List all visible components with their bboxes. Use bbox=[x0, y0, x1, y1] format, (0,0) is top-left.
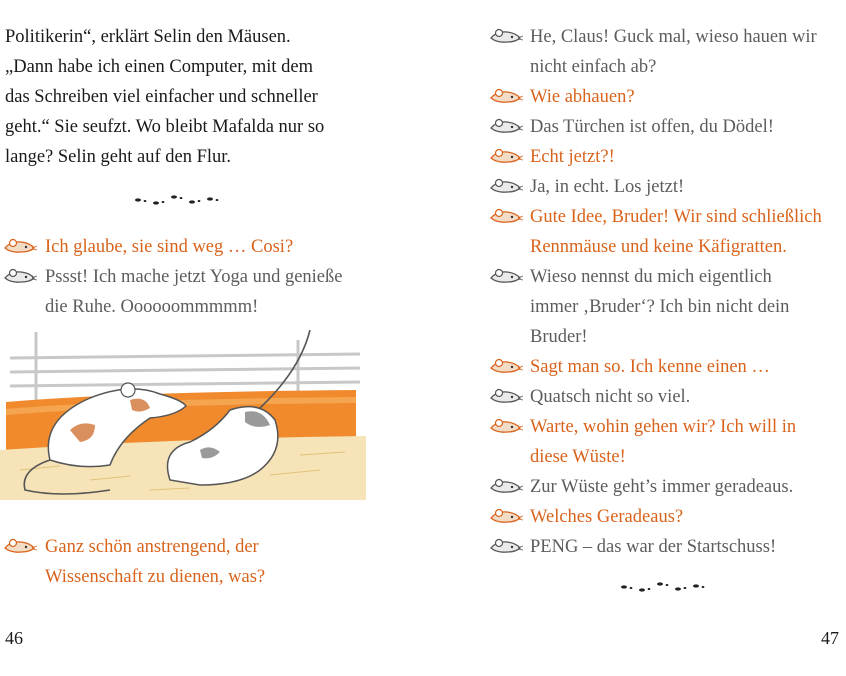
text-line: geht.“ Sie seufzt. Wo bleibt Mafalda nur so bbox=[5, 117, 325, 137]
page-number: 46 bbox=[5, 628, 23, 648]
dialogue-line: Gute Idee, Bruder! Wir sind schließlich bbox=[530, 207, 822, 227]
mouse-head-orange-icon bbox=[489, 418, 523, 436]
dialogue-line: Pssst! Ich mache jetzt Yoga und genieße bbox=[45, 267, 343, 287]
dialogue-line: PENG – das war der Startschuss! bbox=[530, 537, 777, 557]
mouse-head-orange-icon bbox=[489, 88, 523, 106]
text-line: „Dann habe ich einen Computer, mit dem bbox=[5, 57, 314, 77]
left-page bbox=[0, 0, 420, 676]
dialogue-line: He, Claus! Guck mal, wieso hauen wir bbox=[530, 27, 817, 47]
mouse-head-orange-icon bbox=[3, 538, 37, 556]
dialogue-line: Echt jetzt?! bbox=[530, 147, 615, 167]
dialogue-line: Sagt man so. Ich kenne einen … bbox=[530, 357, 770, 377]
mouse-head-gray-icon bbox=[489, 118, 523, 136]
dialogue-line: Warte, wohin gehen wir? Ich will in bbox=[530, 417, 797, 437]
dialogue-line: Wieso nennst du mich eigentlich bbox=[530, 267, 772, 287]
mouse-head-orange-icon bbox=[489, 208, 523, 226]
right-page bbox=[423, 0, 846, 676]
dialogue-line: nicht einfach ab? bbox=[530, 57, 657, 77]
dialogue-line: Bruder! bbox=[530, 327, 588, 347]
mouse-head-orange-icon bbox=[489, 508, 523, 526]
dialogue-line: Ja, in echt. Los jetzt! bbox=[530, 177, 685, 197]
dialogue-line: die Ruhe. Oooooommmmm! bbox=[45, 297, 259, 317]
dialogue-line: immer ‚Bruder‘? Ich bin nicht dein bbox=[530, 297, 790, 317]
dialogue-line: Quatsch nicht so viel. bbox=[530, 387, 691, 407]
dialogue-line: Wie abhauen? bbox=[530, 87, 635, 107]
mouse-head-gray-icon bbox=[489, 538, 523, 556]
mouse-head-gray-icon bbox=[489, 28, 523, 46]
text-line: lange? Selin geht auf den Flur. bbox=[5, 147, 232, 167]
dialogue-line: Rennmäuse und keine Käfigratten. bbox=[530, 237, 787, 257]
mouse-head-gray-icon bbox=[489, 178, 523, 196]
mouse-head-orange-icon bbox=[489, 148, 523, 166]
dialogue-line: diese Wüste! bbox=[530, 447, 626, 467]
mouse-head-gray-icon bbox=[3, 268, 37, 286]
mouse-head-gray-icon bbox=[489, 478, 523, 496]
dialogue-line: Ganz schön anstrengend, der bbox=[45, 537, 259, 557]
dialogue-line: Welches Geradeaus? bbox=[530, 507, 684, 527]
dialogue-line: Zur Wüste geht’s immer geradeaus. bbox=[530, 477, 794, 497]
mouse-head-orange-icon bbox=[3, 238, 37, 256]
dialogue-line: Ich glaube, sie sind weg … Cosi? bbox=[45, 237, 294, 257]
mouse-head-gray-icon bbox=[489, 388, 523, 406]
footprints-divider-icon bbox=[132, 193, 228, 207]
dialogue-line: Das Türchen ist offen, du Dödel! bbox=[530, 117, 774, 137]
text-line: das Schreiben viel einfacher und schneller bbox=[5, 87, 318, 107]
mice-cage-illustration bbox=[0, 330, 366, 500]
text-line: Politikerin“, erklärt Selin den Mäusen. bbox=[5, 27, 291, 47]
dialogue-line: Wissenschaft zu dienen, was? bbox=[45, 567, 266, 587]
mouse-head-gray-icon bbox=[489, 268, 523, 286]
footprints-divider-icon bbox=[618, 580, 714, 594]
page-number: 47 bbox=[821, 628, 839, 648]
mouse-head-orange-icon bbox=[489, 358, 523, 376]
